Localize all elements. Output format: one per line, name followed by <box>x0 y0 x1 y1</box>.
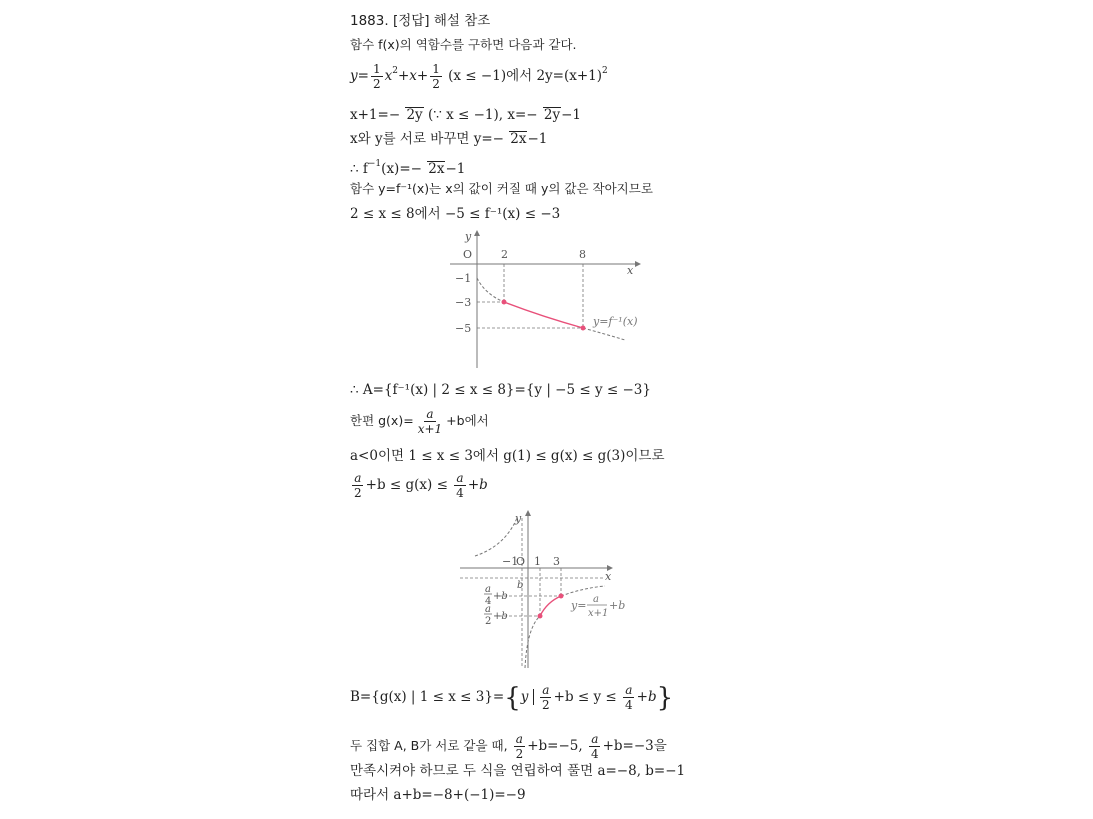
asymptote-b-label: b <box>517 580 524 591</box>
g-monotonic-line: a<0이면 1 ≤ x ≤ 3에서 g(1) ≤ g(x) ≤ g(3)이므로 <box>350 448 665 464</box>
endpoint-2 <box>502 300 507 305</box>
curve-label-post: +b <box>609 599 626 612</box>
origin-label: O <box>463 248 473 261</box>
equation-swap: x와 y를 서로 바꾸면 y=− 2x−1 <box>350 131 548 147</box>
inverse-function-graph <box>445 228 645 373</box>
y-axis-label: y <box>465 230 472 243</box>
equation-solve-x: x+1=− 2y (∵ x ≤ −1), x=− 2y−1 <box>350 107 582 123</box>
tick-label-y-m3: −3 <box>455 296 472 309</box>
intro-line: 함수 f(x)의 역함수를 구하면 다음과 같다. <box>350 37 577 52</box>
a2-den: 2 <box>485 616 492 627</box>
a4-num: a <box>485 584 491 595</box>
y-axis-arrow <box>474 230 480 236</box>
range-line: 2 ≤ x ≤ 8에서 −5 ≤ f⁻¹(x) ≤ −3 <box>350 206 561 222</box>
x-axis-label: x <box>627 264 634 277</box>
origin-label: O <box>516 555 526 568</box>
tick-label-x-2: 2 <box>501 248 508 261</box>
y-axis-arrow <box>525 510 531 516</box>
tick-label-y-m1: −1 <box>455 272 472 285</box>
curve-label-den: x+1 <box>588 608 609 619</box>
tick-label-y-m5: −5 <box>455 322 472 335</box>
rational-function-graph <box>455 508 655 673</box>
tick-label-3: 3 <box>553 555 560 568</box>
a4-plus-b: +b <box>493 591 508 602</box>
curve-label: y=f⁻¹(x) <box>593 315 638 328</box>
problem-header: 1883. [정답] 해설 참조 <box>350 13 491 29</box>
endpoint-8 <box>581 326 586 331</box>
tick-label-x-8: 8 <box>579 248 586 261</box>
endpoint-3 <box>559 594 564 599</box>
tick-label-m1: −1 <box>502 555 519 568</box>
final-answer-line: 따라서 a+b=−8+(−1)=−9 <box>350 787 526 803</box>
curve-label-pre: y= <box>571 599 587 612</box>
a2-plus-b: +b <box>493 611 508 622</box>
endpoint-1 <box>538 614 543 619</box>
y-axis-label: y <box>515 512 522 525</box>
left-branch <box>475 518 517 556</box>
set-A-line: ∴ A={f⁻¹(x) | 2 ≤ x ≤ 8}={y | −5 ≤ y ≤ −3} <box>350 382 651 398</box>
decreasing-note: 함수 y=f⁻¹(x)는 x의 값이 커질 때 y의 값은 작아지므로 <box>350 181 653 196</box>
curve-dashed-right <box>583 328 625 340</box>
equation-inverse-result: ∴ $f^{-1}(x)=- 2x-1$ <box>350 159 466 177</box>
inverse-curve <box>504 302 583 328</box>
right-branch-lower <box>525 616 540 668</box>
x-axis-arrow <box>635 261 641 267</box>
curve-label-num: a <box>593 594 599 605</box>
set-B-line: B={g(x) | 1 ≤ x ≤ 3}={y $\frac{a}{2}$ +b ≤ y ≤ $\frac{a}{4}$ +b} <box>350 683 674 713</box>
rational-curve <box>540 596 561 616</box>
set-equality-line: 두 집합 A, B가 서로 같을 때, $\frac{a}{2}$ +b=−5, $\frac{a}{4}$ +b=−3을 <box>350 732 667 761</box>
tick-label-1: 1 <box>534 555 541 568</box>
a2-num: a <box>485 604 491 615</box>
solve-system-line: 만족시켜야 하므로 두 식을 연립하여 풀면 a=−8, b=−1 <box>350 763 686 779</box>
x-axis-label: x <box>605 570 612 583</box>
g-definition-line: 한편 g(x)= $\frac{a}{x+1}$ +b에서 <box>350 407 489 436</box>
equation-inverse-setup: y= $\frac{1}{2}$ $x^2+x+$ $\frac{1}{2}$ (x ≤ −1)에서 $2y=(x+1)^2$ <box>350 62 608 91</box>
a4-den: 4 <box>485 596 492 607</box>
curve-dashed-left <box>477 278 504 302</box>
g-range-inequality: $\frac{a}{2}$ +b ≤ g(x) ≤ $\frac{a}{4}$ +b <box>354 471 488 500</box>
